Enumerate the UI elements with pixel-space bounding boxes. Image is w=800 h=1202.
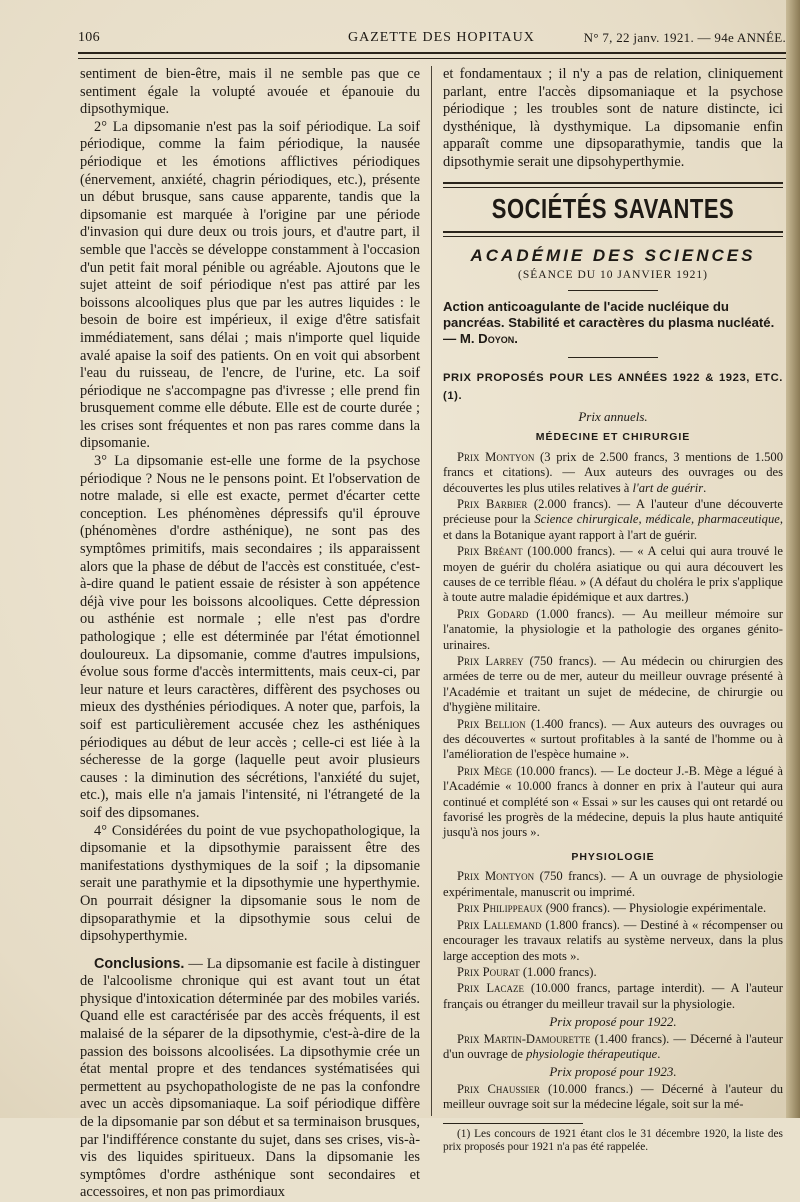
prize-text: (1.000 francs).	[519, 964, 597, 979]
paragraph: 2° La dipsomanie n'est pas la soif périodique. La soif périodique, comme la faim périodique, la nausée périodique et les émotions afflictives périodiques (énervement, anxiété, chagrin périodiques, etc.), présente un début brusque, sans cause apparente, tandis que la dipsomanie est marquée à l'origine par une période d'invasion qui dure deux ou trois jours, et d'autre part, il semble que l'accès se développe constamment à l'occasion d'un petit fait moral pénible ou agréable. Ajoutons que le sujet atteint de soif périodique n'est pas attiré par les boissons alcooliques plus que par les autres liquides : le besoin de boire est impérieux, il exige d'être satisfait immédiatement, sans délai ; mais n'importe quel liquide avalé apaise la soif des patients. On en voit qui absorbent l'eau du ruisseau, de l'encre, de l'urine, etc. La soif périodique ne s'accompagne pas d'ivresse ; elle prend fin brusquement comme elle débute. Elle est de courte durée ; les crises sont fréquentes et non pas rares comme dans la dipsomanie.	[80, 118, 420, 452]
prize-entry	[443, 654, 783, 716]
prize-name: Prix Godard	[457, 606, 529, 621]
prize-text: (1.400 francs). — Décerné à l'auteur d'un ouvrage de	[443, 1031, 784, 1061]
prize-entry	[443, 607, 783, 653]
prize-text: (3 prix de 2.500 francs, 3 mentions de 1.500 francs et citations). — Aux auteurs des ouvrages ou des découvertes les plus utiles relatives à	[443, 449, 783, 495]
physiology-subheading: PHYSIOLOGIE	[571, 850, 655, 863]
footnote	[443, 1128, 783, 1155]
paragraph: 4° Considérées du point de vue psychopathologique, la dipsomanie et la dipsothymie paraissent être des manifestations dysthymiques de la soif ; la dipsomanie serait une parathymie et la dipsothymie une hyperthymie. On pourrait désigner la dipsomanie sous le nom de dipsoparathymie et la dipsothymie sous celui de dipsohyperthymie.	[80, 822, 420, 945]
prize-name: Prix Pourat	[457, 964, 520, 979]
communication-author: — M. Doyon.	[443, 331, 518, 347]
prize-text-end: .	[703, 480, 707, 495]
prize-text: (1.000 francs). — Au meilleur mémoire sur l'anatomie, la physiologie et la pathologie des organes génito-urinaires.	[443, 606, 783, 652]
footnote-text: (1) Les concours de 1921 étant clos le 31 décembre 1920, la liste des prix proposés pour 1921 n'a pas été rappelée.	[443, 1127, 783, 1154]
prize-name: Prix Philippeaux	[457, 901, 543, 916]
prize-text: (900 francs). — Physiologie expérimentale.	[542, 901, 767, 916]
page-header	[78, 26, 786, 48]
prize-name: Prix Montyon	[457, 869, 535, 884]
prize-entry	[443, 918, 783, 964]
issue-info: N° 7, 22 janv. 1921. — 94e ANNÉE.	[583, 30, 786, 45]
prize-text: (10.000 francs.) — Décerné à l'auteur du meilleur ouvrage soit sur la médecine légale, soit sur la mé-	[443, 1081, 783, 1112]
prize-name: Prix Lallemand	[457, 917, 542, 932]
prize-name: Prix Martin-Damourette	[457, 1031, 591, 1046]
prize-entry	[443, 450, 783, 496]
column-separator	[431, 66, 432, 1116]
prize-text-end: .	[657, 1046, 661, 1061]
prize-text: (10.000 francs, partage interdit). — A l'auteur français ou étranger du meilleur travail sur la physiologie.	[443, 981, 783, 1011]
left-column	[80, 66, 420, 1202]
page-number: 106	[78, 30, 100, 45]
prize-text: (10.000 francs). — Le docteur J.-B. Mège a légué à l'Académie « 10.000 francs à donner en prix à l'auteur qui aura continué et complété son « Essai » sur les causes qui ont retardé ou favorisé les progrès de la médecine, depuis la plus haute antiquité jusqu'à nos jours ».	[443, 763, 783, 840]
paragraph: et fondamentaux ; il n'y a pas de relation, cliniquement parlant, entre l'accès dipsomaniaque et la psychose périodique ; les troubles sont de nature distincte, ici dysthénique, là dysthymique. La dipsomanie enfin apparaît comme une dipsoparathymie, tandis que la dipsothymie serait une dipsohyperthymie.	[443, 66, 783, 170]
prize-text: (750 francs). — A un ouvrage de physiologie expérimentale, manuscrit ou imprimé.	[443, 869, 783, 899]
prize-entry	[443, 901, 783, 916]
prize-1923-subheading: Prix proposé pour 1923.	[549, 1064, 677, 1080]
conclusions-paragraph	[80, 956, 420, 1202]
physiology-prize-list	[443, 869, 783, 1012]
short-rule	[568, 357, 658, 358]
prize-name: Prix Lacaze	[457, 981, 525, 996]
prize-text: (2.000 francs). — A l'auteur d'une découverte précieuse pour la	[443, 496, 783, 527]
prize-name: Prix Barbier	[457, 496, 528, 511]
prize-entry	[443, 717, 783, 763]
prize-name: Prix Bréant	[457, 544, 523, 559]
prize-entry	[443, 497, 783, 543]
prize-text: (100.000 francs). — « A celui qui aura trouvé le moyen de guérir du choléra asiatique ou qui aura découvert les causes de ce terrible fléau. » (A défaut du choléra le prix s'applique à toute autre maladie épidémique et aux dartres.)	[443, 544, 783, 605]
academy-heading: ACADÉMIE DES SCIENCES	[470, 246, 756, 266]
prize-text-italic: l'art de guérir	[632, 480, 704, 495]
prize-text-italic: physiologie thérapeutique	[526, 1046, 658, 1061]
section-rule	[443, 231, 783, 237]
prize-text: (750 francs). — Au médecin ou chirurgien des armées de terre ou de mer, auteur du meilleur ouvrage présenté à l'Académie et traitant un sujet de médecine, de chirurgie ou d'hygiène militaire.	[443, 654, 783, 715]
paragraph: sentiment de bien-être, mais il ne semble pas que ce sentiment égale la volupté avouée et épanouie du dipsothymique.	[80, 66, 420, 118]
prize-entry	[443, 1032, 783, 1063]
prize-entry	[443, 544, 783, 606]
prize-name: Prix Chaussier	[457, 1081, 540, 1096]
session-date: (SÉANCE DU 10 JANVIER 1921)	[518, 268, 708, 281]
short-rule	[568, 290, 658, 291]
conclusions-text: — La dipsomanie est facile à distinguer de l'alcoolisme chronique qui est avant tout un état physique d'intoxication déterminée par des mobiles variés. Quand elle est caractérisée par des accès fréquents, il est malaisé de la séparer de la dipsothymie, c'est-à-dire de la passion des boissons alcoolisées. La dipsothymie crée un état mental propre et des tendances systématisées qui permettent au psychopathologiste de ne pas la confondre avec un accès dipsomaniaque. La soif périodique diffère de la dipsomanie par son début et sa terminaison brusques, par l'indifférence constante du sujet, dans ses crises, vis-à-vis des liquides spiritueux. Dans la dipsomanie les symptômes d'ordre asthénique sont secondaires et accessoires, et non pas primordiaux	[80, 955, 420, 1201]
footnote-rule	[443, 1123, 583, 1124]
paragraph: 3° La dipsomanie est-elle une forme de la psychose périodique ? Nous ne le pensons point. Et l'observation de notre malade, si elle est exacte, permet d'écarter cette conception. Les phénomènes dépressifs qu'il éprouve (phénomènes d'ordre asthénique), ne sont pas des symptômes primitifs, mais secondaires ; ils apparaissent alors que la phase de début de l'accès est constituée, c'est-à-dire quand le patient essaie de résister à son appétence déjà vive pour les boissons alcooliques. Cette dépression ou asthénie est normale ; elle n'est pas d'ordre pathologique ; elle est déterminée par l'état émotionnel douloureux. La dipsomanie, comme d'autres impulsions, évolue sous forme d'accès intermittents, mais ceux-ci, par leur nature et leurs caractères, diffèrent des psychoses ou mieux des dysthénies périodiques. A noter que, parfois, la soif est particulièrement accusée chez les asthéniques périodiques au début de leur accès ; celle-ci est liée à la sécheresse de la gorge (laquelle peut avoir plusieurs causes : la diminution des sécrétions, l'anxiété du sujet, etc.), mais elle n'a jamais l'intensité, ni l'étrangeté de la soif des dipsomanes.	[80, 453, 420, 821]
prize-text: (1.400 francs). — Aux auteurs des ouvrages ou des découvertes « surtout profitables à la santé de l'homme ou à l'amélioration de l'espèce humaine ».	[443, 716, 783, 762]
prize-text-italic: Science chirurgicale, médicale, pharmaceutique	[534, 512, 780, 527]
conclusions-heading: Conclusions.	[94, 955, 185, 972]
communication-title-text: Action anticoagulante de l'acide nucléique du pancréas. Stabilité et caractères du plasma nucléaté.	[443, 299, 775, 331]
prize-name: Prix Bellion	[457, 716, 526, 731]
prize-entry	[443, 981, 783, 1012]
prize-name: Prix Montyon	[457, 449, 535, 464]
prize-entry	[443, 764, 783, 841]
prize-1922	[443, 1032, 783, 1063]
prize-1922-subheading: Prix proposé pour 1922.	[549, 1014, 677, 1030]
right-column	[443, 66, 783, 1155]
prize-text-end: , et dans la Botanique ayant rapport à l'art de guérir.	[443, 512, 784, 542]
prize-1923	[443, 1082, 783, 1113]
prize-entry	[443, 965, 783, 980]
medicine-prize-list	[443, 450, 783, 841]
prize-text: (1.800 francs). — Destiné à « récompenser ou encourager les travaux relatifs au système nerveux, dans la plus large acception des mots ».	[443, 917, 784, 963]
medicine-subheading: MÉDECINE ET CHIRURGIE	[535, 431, 691, 444]
prize-name: Prix Mège	[457, 763, 513, 778]
header-rule	[78, 52, 786, 59]
prize-name: Prix Larrey	[457, 654, 524, 668]
page-edge	[786, 0, 800, 1118]
section-title: SOCIÉTÉS SAVANTES	[491, 192, 735, 224]
communication-title	[443, 299, 783, 347]
prizes-heading: PRIX PROPOSÉS POUR LES ANNÉES 1922 & 1923, ETC. (1).	[443, 372, 783, 402]
prize-entry	[443, 869, 783, 900]
prize-entry	[443, 1082, 783, 1113]
newspaper-title: GAZETTE DES HOPITAUX	[348, 30, 535, 45]
annual-prizes-subheading: Prix annuels.	[578, 408, 648, 424]
section-rule	[443, 182, 783, 188]
